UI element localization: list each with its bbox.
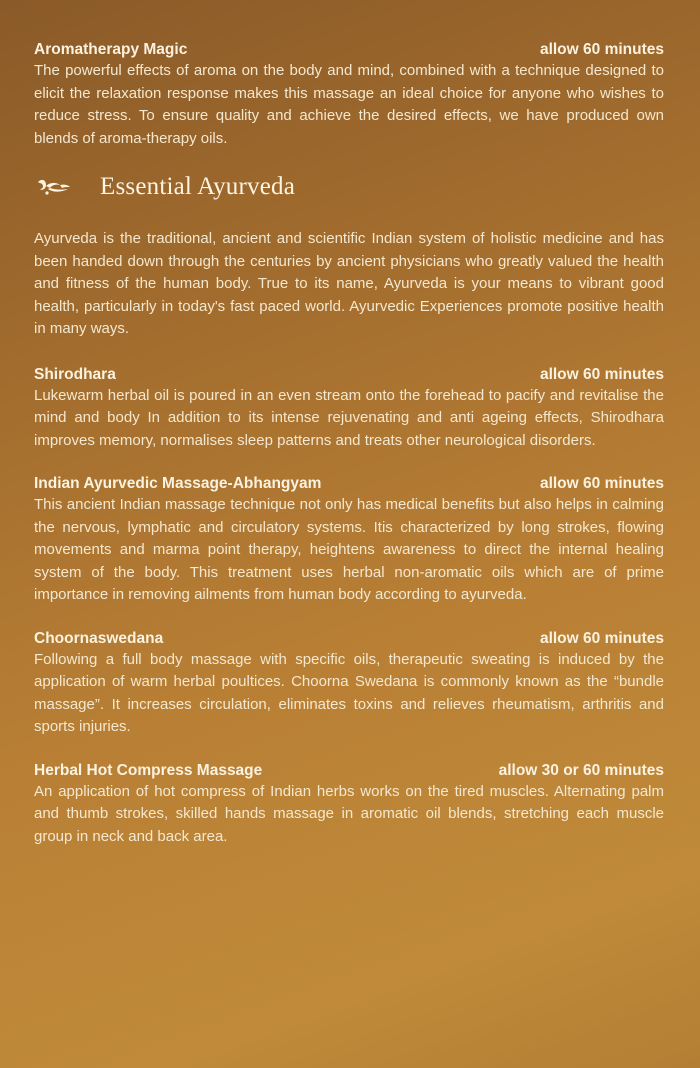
treatment-description: Following a full body massage with specific oils, therapeutic sweating is induced by the application of warm herbal poultices. Choorna Swedana is commonly known as the “bundle massage”. It increases circulation, eliminates toxins and relieves rheumatism, arthritis and sports injuries. (34, 650, 664, 735)
treatment-abhangyam (34, 474, 664, 607)
treatment-description: This ancient Indian massage technique not only has medical benefits but also helps in calming the nervous, lymphatic and circulatory systems. Itis characterized by long strokes, flowing movements and marma point therapy, heightens awareness to direct the internal healing system of the body. This treatment uses herbal non-aromatic oils which are of prime importance in removing ailments from human body according to ayurveda. (34, 496, 664, 603)
treatment-choornaswedana (34, 629, 664, 739)
treatment-description: An application of hot compress of Indian herbs works on the tired muscles. Alternating palm and thumb strokes, skilled hands massage in aromatic oil blends, stretching each muscle group in neck and back area. (34, 782, 664, 845)
treatment-title: Herbal Hot Compress Massage (34, 761, 263, 779)
treatment-title: Shirodhara (34, 365, 116, 383)
section-title: Essential Ayurveda (100, 173, 296, 200)
treatment-header (34, 629, 664, 649)
treatment-title: Choornaswedana (34, 629, 164, 647)
treatment-duration: allow 30 or 60 minutes (498, 761, 664, 779)
treatment-header (34, 474, 664, 494)
treatment-title: Aromatherapy Magic (34, 41, 188, 58)
treatment-herbal-hot-compress (34, 761, 664, 849)
treatment-title: Indian Ayurvedic Massage-Abhangyam (34, 475, 322, 492)
treatment-description: The powerful effects of aroma on the body and mind, combined with a technique designed to elicit the relaxation response makes this massage an ideal choice for anyone who wishes to reduce stress. To ensure quality and achieve the desired effects, we have produced own blends of aroma-therapy oils. (34, 62, 664, 147)
treatment-header (34, 365, 664, 385)
treatment-shirodhara (34, 365, 664, 453)
section-intro: Ayurveda is the traditional, ancient and scientific Indian system of holistic medicine and has been handed down through the centuries by ancient physicians who greatly valued the health and fitness of the human body. True to its name, Ayurveda is your means to vibrant good health, particularly in today's fast paced world. Ayurvedic Experiences promote positive health in many ways. (34, 230, 664, 337)
section-heading-essential-ayurveda (34, 172, 664, 202)
treatment-header (34, 761, 664, 781)
treatment-duration: allow 60 minutes (539, 365, 664, 383)
treatment-duration: allow 60 minutes (539, 475, 664, 492)
treatment-duration: allow 60 minutes (539, 629, 664, 647)
treatment-duration: allow 60 minutes (539, 41, 664, 58)
treatment-header (34, 40, 664, 60)
lotus-ornament-icon (34, 172, 74, 202)
treatment-description: Lukewarm herbal oil is poured in an even stream onto the forehead to pacify and revitalise the mind and body In addition to its intense rejuvenating and anti ageing effects, Shirodhara improves memory, normalises sleep patterns and treats other neurological disorders. (34, 386, 664, 449)
treatment-aromatherapy-magic (34, 40, 664, 150)
